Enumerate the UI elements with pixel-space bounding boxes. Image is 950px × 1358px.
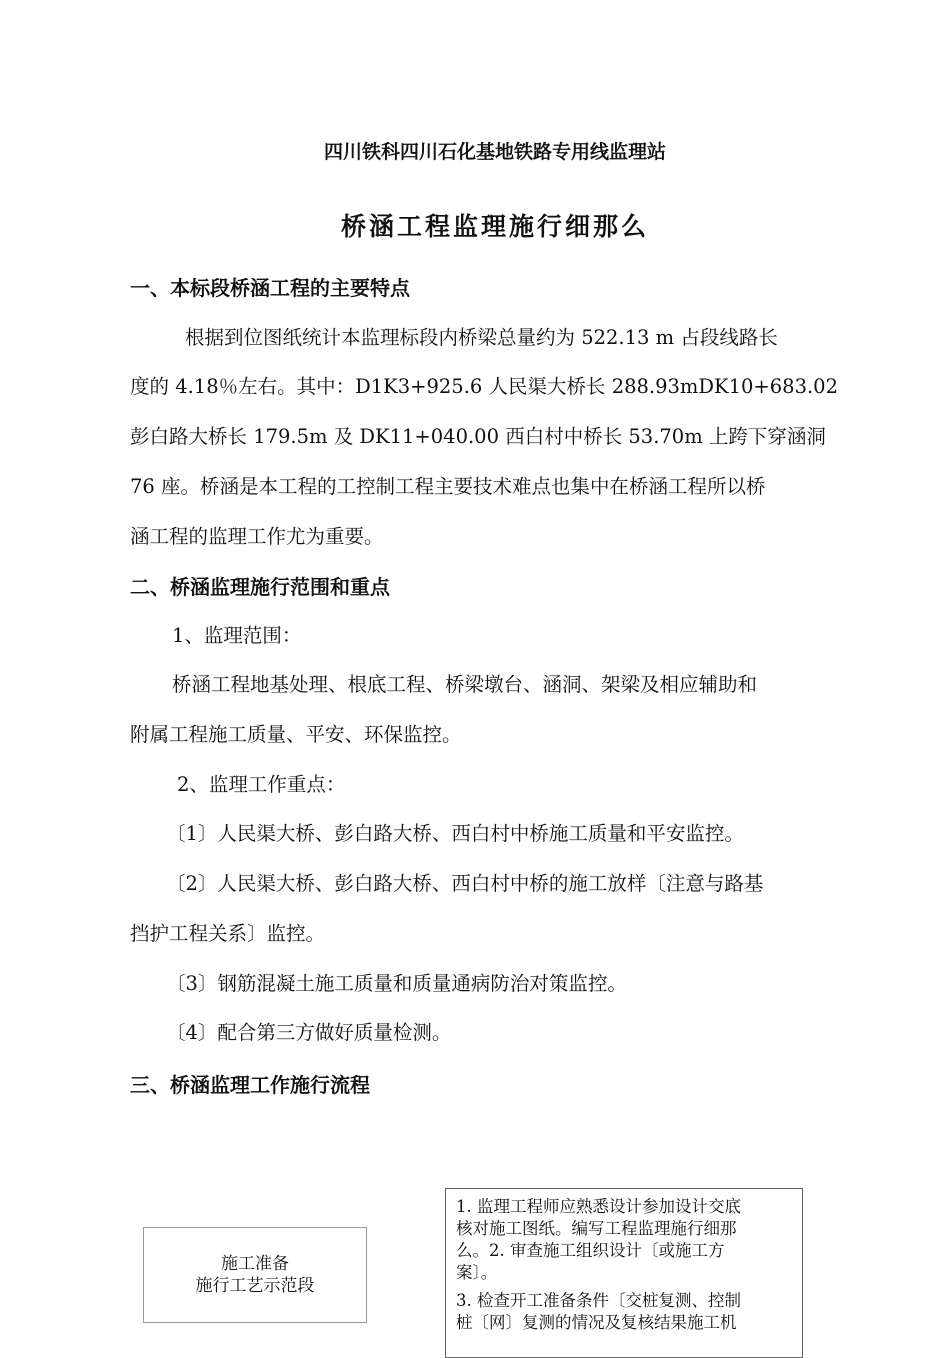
paragraph-line: 度的 4.18％左右。其中：D1K3+925.6 人民渠大桥长 288.93mDK10+683.02: [130, 375, 838, 398]
note-line: 3. 检查开工准备条件〔交桩复测、控制: [456, 1291, 741, 1310]
paragraph-line: 桥涵工程地基处理、根底工程、桥梁墩台、涵洞、架梁及相应辅助和: [172, 673, 758, 696]
note-line: 1. 监理工程师应熟悉设计参加设计交底: [456, 1197, 741, 1216]
paragraph-line: 彭白路大桥长 179.5m 及 DK11+040.00 西白村中桥长 53.70m 上跨下穿涵洞: [130, 425, 826, 448]
paragraph-line: 涵工程的监理工作尤为重要。: [130, 525, 384, 548]
flowchart-step-line: 施行工艺示范段: [195, 1276, 315, 1296]
note-line: 么。2. 审查施工组织设计〔或施工方: [456, 1241, 725, 1260]
paragraph-line: 附属工程施工质量、平安、环保监控。: [130, 723, 462, 746]
focus-item: 〔2〕人民渠大桥、彭白路大桥、西白村中桥的施工放样〔注意与路基: [166, 872, 764, 895]
flowchart-step-line: 施工准备: [221, 1254, 289, 1274]
flowchart-note-box: [445, 1188, 803, 1358]
focus-item-continuation: 挡护工程关系〕监控。: [130, 922, 326, 945]
section-3-heading: 三、桥涵监理工作施行流程: [130, 1073, 370, 1097]
note-line: 案〕。: [456, 1263, 498, 1282]
note-line: 桩〔网〕复测的情况及复核结果施工机: [456, 1313, 737, 1332]
section-1-heading: 一、本标段桥涵工程的主要特点: [130, 276, 410, 300]
focus-item: 〔3〕钢筋混凝土施工质量和质量通病防治对策监控。: [166, 972, 627, 995]
focus-label: 2、监理工作重点：: [177, 773, 346, 796]
section-2-heading: 二、桥涵监理施行范围和重点: [130, 575, 390, 599]
flowchart-step-box: [143, 1227, 367, 1323]
document-subtitle: 四川铁科四川石化基地铁路专用线监理站: [323, 141, 666, 163]
focus-item: 〔4〕配合第三方做好质量检测。: [166, 1021, 452, 1044]
scope-label: 1、监理范围：: [172, 624, 302, 647]
note-line: 核对施工图纸。编写工程监理施行细那: [456, 1219, 737, 1238]
paragraph-line: 根据到位图纸统计本监理标段内桥梁总量约为 522.13 m 占段线路长: [185, 326, 778, 349]
document-title: 桥涵工程监理施行细那么: [340, 212, 649, 241]
focus-item: 〔1〕人民渠大桥、彭白路大桥、西白村中桥施工质量和平安监控。: [166, 822, 744, 845]
paragraph-line: 76 座。桥涵是本工程的工控制工程主要技术难点也集中在桥涵工程所以桥: [130, 475, 766, 498]
